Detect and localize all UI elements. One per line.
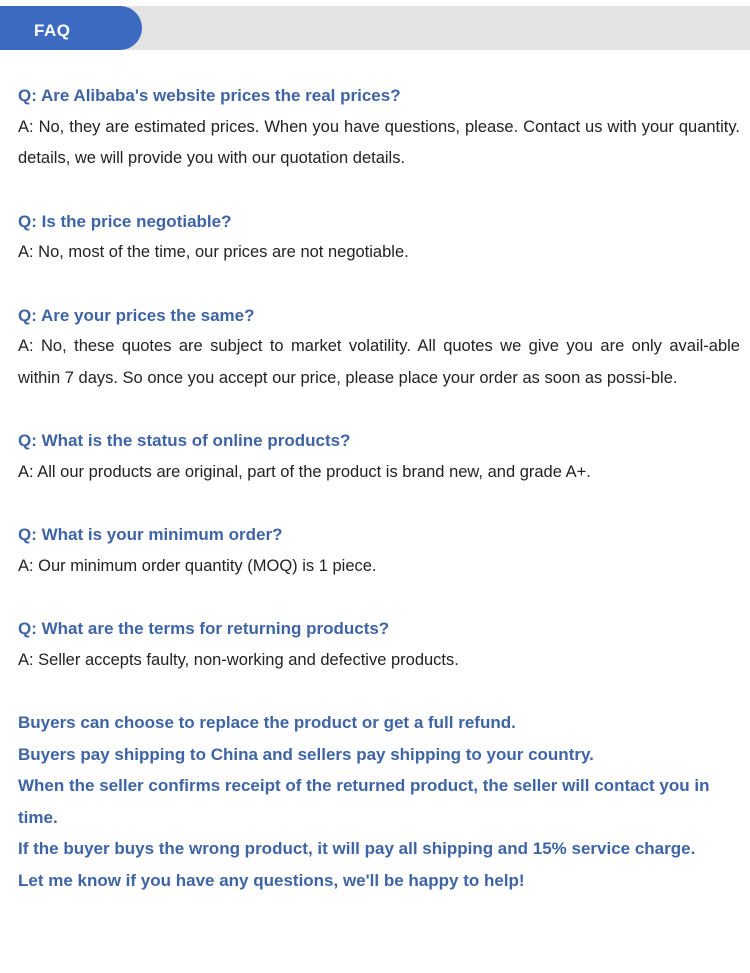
faq-question: Q: Are Alibaba's website prices the real prices? (18, 86, 401, 105)
faq-question: Q: Is the price negotiable? (18, 211, 232, 231)
faq-question: Q: What are the terms for returning products? (18, 619, 390, 638)
note-line: If the buyer buys the wrong product, it will pay all shipping and 15% service charge. (18, 839, 696, 858)
faq-question: Q: What is the status of online products? (18, 431, 351, 450)
faq-question: Q: What is your minimum order? (18, 525, 283, 544)
faq-answer: A: No, most of the time, our prices are not negotiable. (18, 243, 409, 261)
return-policy-notes (18, 707, 740, 896)
faq-item (18, 206, 740, 269)
faq-item (18, 80, 740, 175)
faq-item (18, 519, 740, 582)
faq-answer: A: All our products are original, part of the product is brand new, and grade A+. (18, 462, 591, 481)
faq-item (18, 425, 740, 488)
note-line: Buyers pay shipping to China and sellers pay shipping to your country. (18, 744, 594, 764)
note-line: Let me know if you have any questions, we'll be happy to help! (18, 870, 525, 890)
faq-answer: A: Seller accepts faulty, non-working and defective products. (18, 650, 459, 669)
note-line: Buyers can choose to replace the product or get a full refund. (18, 713, 516, 732)
faq-answer: A: No, these quotes are subject to market volatility. All quotes we give you are only avail-able within 7 days. So once you accept our price, please place your order as soon as possi-ble. (18, 337, 740, 387)
note-line: When the seller confirms receipt of the returned product, the seller will contact you in time. (18, 776, 710, 827)
faq-content (18, 80, 740, 896)
faq-header-tab: FAQ (0, 6, 142, 50)
faq-answer: A: No, they are estimated prices. When you have questions, please. Contact us with your quantity. details, we will provide you with our quotation details. (18, 117, 740, 167)
faq-question: Q: Are your prices the same? (18, 305, 255, 325)
faq-item (18, 613, 740, 676)
faq-answer: A: Our minimum order quantity (MOQ) is 1 piece. (18, 556, 377, 575)
faq-item (18, 300, 740, 395)
